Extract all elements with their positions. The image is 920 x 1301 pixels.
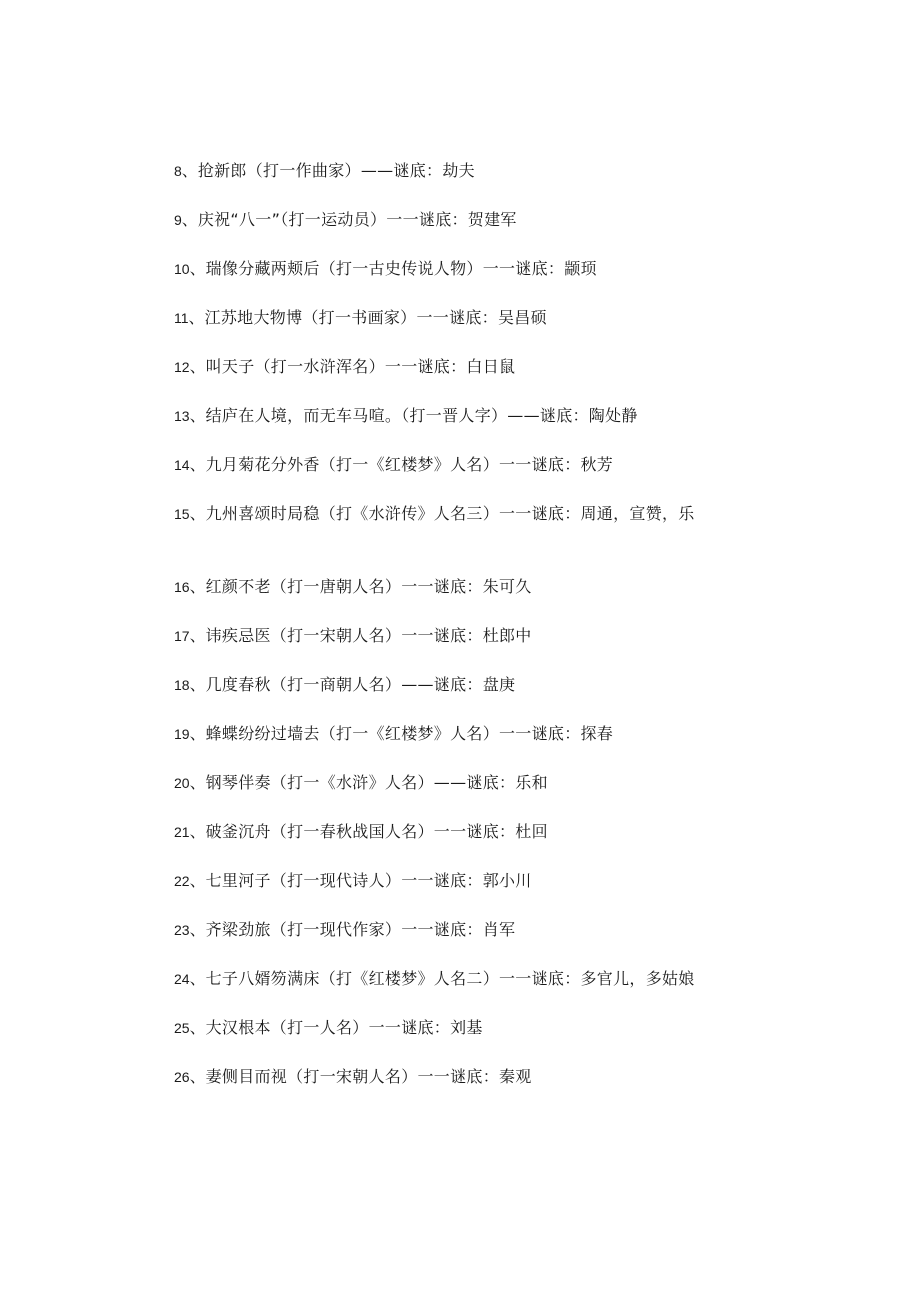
riddle-text: 破釜沉舟（打一春秋战国人名）一一谜底：杜回 bbox=[205, 822, 548, 841]
riddle-text: 七里河子（打一现代诗人）一一谜底：郭小川 bbox=[205, 871, 532, 890]
riddle-number: 26 bbox=[174, 1069, 190, 1085]
riddle-text: 结庐在人境，而无车马喧。（打一晋人字）——谜底：陶处静 bbox=[205, 406, 638, 425]
riddle-separator: 、 bbox=[189, 675, 206, 694]
riddle-item bbox=[174, 720, 794, 769]
riddle-separator: 、 bbox=[189, 406, 206, 425]
riddle-item bbox=[174, 916, 794, 965]
riddle-item bbox=[174, 671, 794, 720]
riddle-item bbox=[174, 1014, 794, 1063]
riddle-separator: 、 bbox=[189, 357, 206, 376]
riddle-item bbox=[174, 304, 794, 353]
riddle-separator: 、 bbox=[181, 210, 198, 229]
riddle-text: 讳疾忌医（打一宋朝人名）一一谜底：杜郎中 bbox=[205, 626, 532, 645]
riddle-text: 九州喜颂时局稳（打《水浒传》人名三）一一谜底：周通，宣赞，乐 bbox=[205, 504, 695, 523]
riddle-number: 8 bbox=[174, 163, 182, 179]
riddle-item bbox=[174, 500, 794, 573]
riddle-item bbox=[174, 818, 794, 867]
riddle-text: 几度春秋（打一商朝人名）——谜底：盘庚 bbox=[205, 675, 516, 694]
riddle-list bbox=[174, 157, 794, 1112]
riddle-item bbox=[174, 353, 794, 402]
riddle-item bbox=[174, 1063, 794, 1112]
riddle-separator: 、 bbox=[189, 1067, 206, 1086]
riddle-number: 11 bbox=[174, 310, 189, 326]
riddle-separator: 、 bbox=[189, 1018, 206, 1037]
riddle-number: 22 bbox=[174, 873, 190, 889]
riddle-separator: 、 bbox=[189, 969, 206, 988]
riddle-text: 叫天子（打一水浒浑名）一一谜底：白日鼠 bbox=[205, 357, 516, 376]
riddle-separator: 、 bbox=[189, 724, 206, 743]
riddle-number: 9 bbox=[174, 212, 182, 228]
riddle-item bbox=[174, 402, 794, 451]
riddle-separator: 、 bbox=[189, 871, 206, 890]
riddle-item bbox=[174, 965, 794, 1014]
riddle-number: 21 bbox=[174, 824, 190, 840]
riddle-separator: 、 bbox=[188, 308, 205, 327]
riddle-separator: 、 bbox=[189, 773, 206, 792]
riddle-separator: 、 bbox=[189, 455, 206, 474]
riddle-separator: 、 bbox=[189, 577, 206, 596]
riddle-separator: 、 bbox=[189, 259, 206, 278]
riddle-text: 红颜不老（打一唐朝人名）一一谜底：朱可久 bbox=[205, 577, 532, 596]
riddle-text: 妻侧目而视（打一宋朝人名）一一谜底：秦观 bbox=[205, 1067, 532, 1086]
riddle-item bbox=[174, 622, 794, 671]
riddle-separator: 、 bbox=[189, 626, 206, 645]
riddle-number: 12 bbox=[174, 359, 190, 375]
riddle-separator: 、 bbox=[189, 822, 206, 841]
riddle-text: 蜂蝶纷纷过墙去（打一《红楼梦》人名）一一谜底：探春 bbox=[205, 724, 614, 743]
riddle-separator: 、 bbox=[189, 504, 206, 523]
riddle-separator: 、 bbox=[181, 161, 198, 180]
riddle-number: 18 bbox=[174, 677, 190, 693]
riddle-item bbox=[174, 255, 794, 304]
riddle-item bbox=[174, 867, 794, 916]
riddle-separator: 、 bbox=[189, 920, 206, 939]
riddle-number: 13 bbox=[174, 408, 190, 424]
riddle-number: 10 bbox=[174, 261, 190, 277]
riddle-text: 大汉根本（打一人名）一一谜底：刘基 bbox=[205, 1018, 483, 1037]
riddle-item bbox=[174, 573, 794, 622]
riddle-text: 瑞像分藏两颊后（打一古史传说人物）一一谜底：颛顼 bbox=[205, 259, 597, 278]
riddle-text: 江苏地大物博（打一书画家）一一谜底：吴昌硕 bbox=[204, 308, 547, 327]
riddle-number: 23 bbox=[174, 922, 190, 938]
riddle-item bbox=[174, 206, 794, 255]
riddle-text: 钢琴伴奏（打一《水浒》人名）——谜底：乐和 bbox=[205, 773, 548, 792]
riddle-text: 七子八婿笏满床（打《红楼梦》人名二）一一谜底：多官儿，多姑娘 bbox=[205, 969, 695, 988]
riddle-number: 14 bbox=[174, 457, 190, 473]
riddle-text: 抢新郎（打一作曲家）——谜底：劫夫 bbox=[197, 161, 475, 180]
riddle-text: 九月菊花分外香（打一《红楼梦》人名）一一谜底：秋芳 bbox=[205, 455, 614, 474]
riddle-number: 20 bbox=[174, 775, 190, 791]
riddle-number: 16 bbox=[174, 579, 190, 595]
riddle-number: 25 bbox=[174, 1020, 190, 1036]
riddle-number: 17 bbox=[174, 628, 190, 644]
riddle-number: 24 bbox=[174, 971, 190, 987]
riddle-text: 齐梁劲旅（打一现代作家）一一谜底：肖军 bbox=[205, 920, 516, 939]
riddle-number: 15 bbox=[174, 506, 190, 522]
riddle-item bbox=[174, 769, 794, 818]
riddle-number: 19 bbox=[174, 726, 190, 742]
riddle-item bbox=[174, 157, 794, 206]
riddle-item bbox=[174, 451, 794, 500]
riddle-text: 庆祝“八一”（打一运动员）一一谜底：贺建军 bbox=[197, 210, 517, 229]
